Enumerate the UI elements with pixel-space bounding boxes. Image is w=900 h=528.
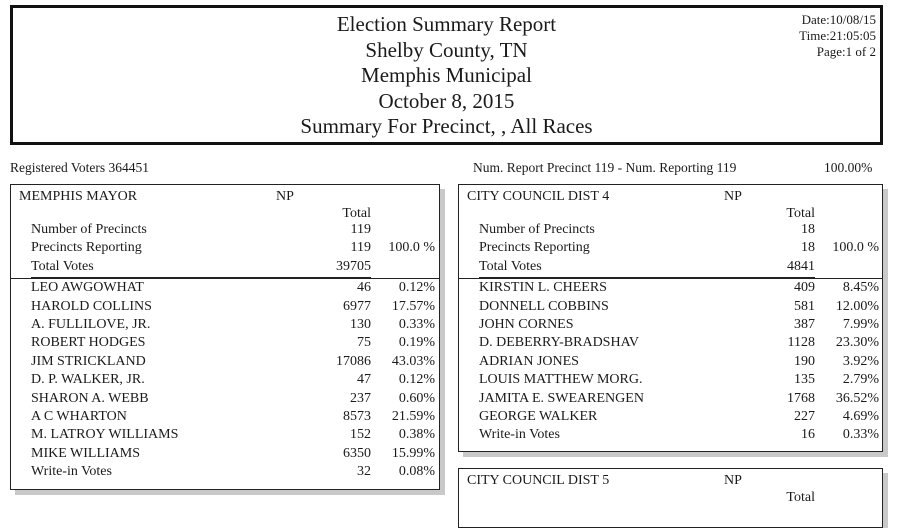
total-column-header: Total [786, 206, 815, 221]
race-title: MEMPHIS MAYOR [19, 189, 138, 204]
stat-value: 18 [801, 240, 815, 256]
total-column-header: Total [786, 490, 815, 505]
stat-value: 39705 [336, 258, 371, 274]
report-title: Election Summary Report [336, 12, 557, 36]
stat-label: Precincts Reporting [479, 240, 590, 256]
stat-value: 18 [801, 222, 815, 237]
candidate-percent: 3.92% [842, 353, 879, 369]
stat-row [11, 259, 439, 275]
candidate-percent: 8.45% [842, 280, 879, 296]
stat-label: Total Votes [479, 258, 542, 274]
candidate-votes: 237 [350, 390, 371, 406]
meta-page: Page:1 of 2 [816, 44, 876, 59]
candidate-votes: 16 [801, 427, 815, 443]
candidate-percent: 0.12% [398, 280, 435, 296]
stat-percent: 100.0 % [832, 240, 879, 256]
candidate-votes: 135 [794, 372, 815, 388]
stat-row [11, 222, 439, 238]
stat-row [459, 259, 882, 275]
candidate-name: LOUIS MATTHEW MORG. [479, 372, 643, 388]
candidate-percent: 23.30% [835, 335, 879, 351]
candidate-row [11, 317, 439, 333]
race-box-memphis-mayor [10, 184, 440, 490]
report-scope: Summary For Precinct, , All Races [300, 114, 593, 138]
candidate-percent: 0.38% [398, 427, 435, 443]
precincts-reporting-summary: Num. Report Precinct 119 - Num. Reporting 119 [473, 160, 737, 175]
candidate-name: ROBERT HODGES [31, 335, 146, 351]
candidate-row [11, 354, 439, 370]
candidate-row [11, 335, 439, 351]
race-title: CITY COUNCIL DIST 4 [467, 189, 610, 204]
candidate-percent: 12.00% [835, 298, 879, 314]
candidate-name: HAROLD COLLINS [31, 298, 152, 314]
stat-label: Precincts Reporting [31, 240, 142, 256]
candidate-row [459, 280, 882, 296]
stat-row [459, 222, 882, 238]
candidate-row [11, 299, 439, 315]
stat-percent: 100.0 % [388, 240, 435, 256]
candidate-percent: 4.69% [842, 409, 879, 424]
candidate-votes: 6977 [343, 298, 371, 314]
candidate-row [459, 427, 882, 443]
race-title: CITY COUNCIL DIST 5 [467, 473, 610, 488]
stat-value: 4841 [787, 258, 815, 274]
candidate-row [11, 280, 439, 296]
candidate-row [11, 409, 439, 425]
race-title-row [459, 473, 882, 489]
registered-voters: Registered Voters 364451 [10, 160, 149, 175]
meta-time: Time:21:05:05 [799, 28, 876, 43]
stats-divider [459, 278, 882, 279]
candidate-name: GEORGE WALKER [479, 409, 598, 424]
candidate-votes: 75 [357, 335, 371, 351]
candidate-name: A. FULLILOVE, JR. [31, 317, 151, 332]
candidate-percent: 0.60% [398, 390, 435, 406]
candidate-votes: 387 [794, 317, 815, 332]
candidate-name: DONNELL COBBINS [479, 298, 609, 314]
stat-label: Number of Precincts [479, 222, 595, 237]
stats-divider [11, 278, 439, 279]
candidate-votes: 190 [794, 353, 815, 369]
candidate-name: JOHN CORNES [479, 317, 574, 332]
candidate-name: Write-in Votes [479, 427, 560, 443]
candidate-name: D. P. WALKER, JR. [31, 372, 145, 388]
candidate-row [11, 464, 439, 480]
total-column-header: Total [342, 206, 371, 221]
candidate-votes: 227 [794, 409, 815, 424]
candidate-percent: 0.19% [398, 335, 435, 351]
candidate-votes: 17086 [336, 353, 371, 369]
stat-label: Number of Precincts [31, 222, 147, 237]
candidate-row [459, 391, 882, 407]
race-box-city-council-dist-4 [458, 184, 883, 452]
candidate-name: JAMITA E. SWEARENGEN [479, 390, 644, 406]
candidate-name: SHARON A. WEBB [31, 390, 149, 406]
stat-row [11, 240, 439, 256]
candidate-percent: 0.33% [398, 317, 435, 332]
race-np-label: NP [724, 189, 742, 204]
candidate-row [459, 299, 882, 315]
candidate-name: M. LATROY WILLIAMS [31, 427, 179, 443]
candidate-name: Write-in Votes [31, 464, 112, 480]
candidate-votes: 32 [357, 464, 371, 480]
candidate-percent: 0.12% [398, 372, 435, 388]
candidate-percent: 43.03% [391, 353, 435, 369]
stat-value: 119 [350, 240, 371, 256]
stat-value: 119 [350, 222, 371, 237]
candidate-name: A C WHARTON [31, 409, 127, 424]
candidate-row [459, 335, 882, 351]
report-county: Shelby County, TN [365, 37, 528, 62]
candidate-percent: 0.33% [842, 427, 879, 443]
candidate-percent: 7.99% [842, 317, 879, 332]
candidate-votes: 8573 [343, 409, 371, 424]
stat-label: Total Votes [31, 258, 94, 274]
candidate-row [459, 317, 882, 333]
race-np-label: NP [724, 473, 742, 488]
report-election: Memphis Municipal [361, 63, 532, 87]
meta-date: Date:10/08/15 [801, 12, 876, 27]
candidate-row [11, 446, 439, 462]
stat-row [459, 240, 882, 256]
total-header-row [459, 490, 882, 506]
candidate-votes: 6350 [343, 445, 371, 461]
candidate-name: ADRIAN JONES [479, 353, 579, 369]
report-date: October 8, 2015 [378, 88, 515, 113]
race-title-row [11, 189, 439, 205]
candidate-votes: 152 [350, 427, 371, 443]
candidate-votes: 409 [794, 280, 815, 296]
report-header [10, 5, 883, 145]
report-title-block [13, 12, 880, 140]
candidate-votes: 130 [350, 317, 371, 332]
candidate-name: LEO AWGOWHAT [31, 280, 144, 296]
candidate-percent: 21.59% [391, 409, 435, 424]
candidate-row [11, 372, 439, 388]
candidate-percent: 0.08% [398, 464, 435, 480]
candidate-percent: 2.79% [842, 372, 879, 388]
candidate-row [459, 354, 882, 370]
candidate-votes: 47 [357, 372, 371, 388]
candidate-row [11, 391, 439, 407]
candidate-row [459, 372, 882, 388]
report-meta [799, 12, 876, 60]
precincts-reporting-percent: 100.00% [824, 160, 873, 175]
candidate-percent: 15.99% [391, 445, 435, 461]
candidate-votes: 1768 [787, 390, 815, 406]
candidate-name: D. DEBERRY-BRADSHAV [479, 335, 639, 351]
candidate-name: KIRSTIN L. CHEERS [479, 280, 607, 296]
race-np-label: NP [276, 189, 294, 204]
total-header-row [11, 206, 439, 222]
candidate-name: MIKE WILLIAMS [31, 445, 141, 461]
race-box-city-council-dist-5 [458, 468, 883, 528]
candidate-percent: 17.57% [391, 298, 435, 314]
candidate-votes: 1128 [787, 335, 815, 351]
race-title-row [459, 189, 882, 205]
total-header-row [459, 206, 882, 222]
candidate-name: JIM STRICKLAND [31, 353, 146, 369]
candidate-row [459, 409, 882, 425]
candidate-row [11, 427, 439, 443]
candidate-votes: 46 [357, 280, 371, 296]
candidate-percent: 36.52% [835, 390, 879, 406]
candidate-votes: 581 [794, 298, 815, 314]
